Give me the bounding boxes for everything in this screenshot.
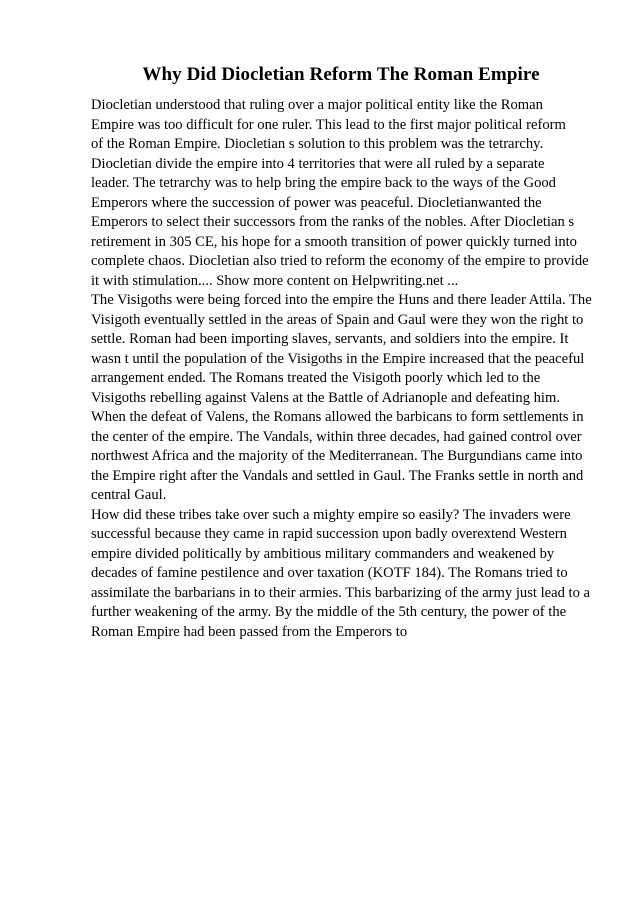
paragraph-diocletian-reform: Diocletian understood that ruling over a major political entity like the Roman Empire was too difficult for one ruler. This lead to the first major political reform of the Roman Empire. Diocletian s solution to this problem was the tetrarchy. Diocletian divide the empire into 4 territories that were all ruled by a separate leader. The tetrarchy was to help bring the empire back to the ways of the Good Emperors where the succession of power was peaceful. Diocletianwanted the Emperors to select their successors from the ranks of the nobles. After Diocletian s retirement in 305 CE, his hope for a smooth transition of power quickly turned into complete chaos. Diocletian also tried to reform the economy of the empire to provide it with stimulation.... Show more content on Helpwriting.net ... [91, 97, 589, 289]
document-title: Why Did Diocletian Reform The Roman Empire [142, 64, 540, 85]
document-body [91, 96, 601, 642]
paragraph-tribes-takeover: How did these tribes take over such a mighty empire so easily? The invaders were successful because they came in rapid succession upon badly overextend Western empire divided politically by ambitious military commanders and weakened by decades of famine pestilence and over taxation (KOTF 184). The Romans tried to assimilate the barbarians in to their armies. This barbarizing of the army just lead to a further weakening of the army. By the middle of the 5th century, the power of the Roman Empire had been passed from the Emperors to [91, 506, 591, 640]
paragraph-visigoths: The Visigoths were being forced into the empire the Huns and there leader Attila. The Visigoth eventually settled in the areas of Spain and Gaul were they won the right to settle. Roman had been importing slaves, servants, and soldiers into the empire. It wasn t until the population of the Visigoths in the Empire increased that the peaceful arrangement ended. The Romans treated the Visigoth poorly which led to the Visigoths rebelling against Valens at the Battle of Adrianople and defeating him. When the defeat of Valens, the Romans allowed the barbicans to form settlements in the center of the empire. The Vandals, within three decades, had gained control over northwest Africa and the majority of the Mediterranean. The Burgundians came into the Empire right after the Vandals and settled in Gaul. The Franks settle in north and central Gaul. [91, 292, 592, 503]
